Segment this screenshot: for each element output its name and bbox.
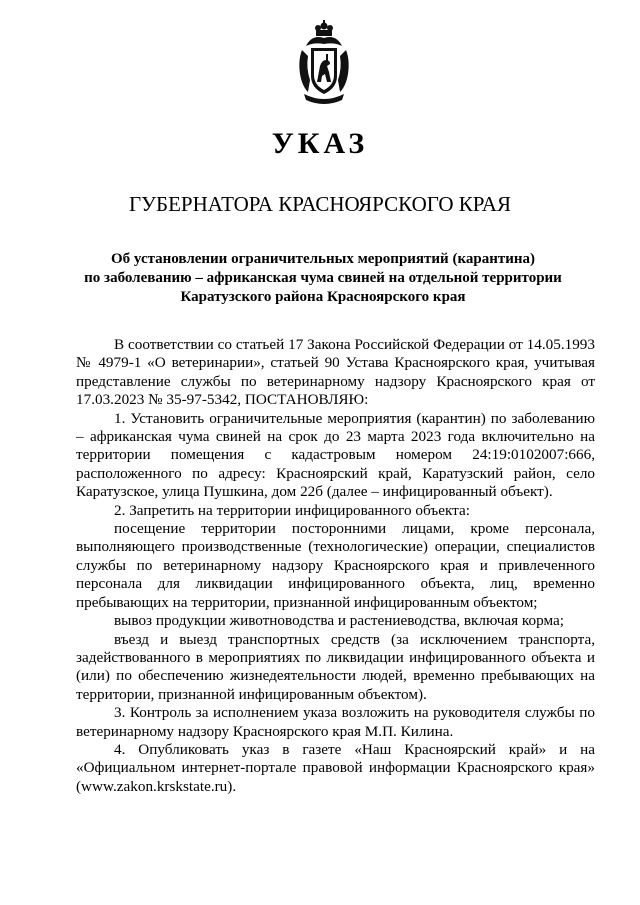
clause-3-paragraph: 3. Контроль за исполнением указа возложить на руководителя службы по ветеринарному надзору Красноярского края М.П. Килина. (76, 704, 595, 740)
clause-2-item-export: вывоз продукции животноводства и растениеводства, включая корма; (114, 612, 564, 630)
clause-1-paragraph: 1. Установить ограничительные мероприятия (карантин) по заболеванию – африканская чума свиней на срок до 23 марта 2023 года включительно на территории помещения с кадастровым номером 24:19:0102007:666, расположенного по адресу: Красноярский край, Каратузский район, село Каратузское, улица Пушкина, дом 22б (далее – инфицированный объект). (76, 409, 595, 501)
document-type-heading: УКАЗ (271, 127, 369, 160)
clause-2-paragraph: 2. Запретить на территории инфицированного объекта: (114, 501, 470, 519)
issuer-heading: ГУБЕРНАТОРА КРАСНОЯРСКОГО КРАЯ (129, 192, 511, 216)
title-line: по заболеванию – африканская чума свиней на отдельной территории (84, 270, 562, 286)
krasnoyarsk-coat-of-arms-icon (296, 20, 352, 106)
clause-2-item-vehicles: въезд и выезд транспортных средств (за исключением транспорта, задействованного в мероприятиях по ликвидации инфицированного объекта и (или) по обеспечению жизнедеятельности людей, временно пребывающих на территории, признанной инфицированным объектом). (76, 630, 595, 703)
preamble-paragraph: В соответствии со статьей 17 Закона Российской Федерации от 14.05.1993 № 4979-1 «О ветеринарии», статьей 90 Устава Красноярского края, учитывая представление службы по ветеринарному надзору Красноярского края от 17.03.2023 № 35-97-5342, ПОСТАНОВЛЯЮ: (76, 336, 595, 409)
title-line: Каратузского района Красноярского края (180, 289, 466, 305)
title-line: Об установлении ограничительных мероприятий (карантина) (110, 251, 535, 267)
clause-2-item-visits: посещение территории посторонними лицами, кроме персонала, выполняющего производственные (технологические) операции, специалистов службы по ветеринарному надзору Красноярского края и привлеченного персонала для ликвидации инфицированного объекта, лиц, временно пребывающих на территории, признанной инфицированным объектом; (76, 520, 595, 611)
clause-4-paragraph: 4. Опубликовать указ в газете «Наш Красноярский край» и на «Официальном интернет-портале правовой информации Красноярского края» (www.zakon.krskstate.ru). (76, 740, 595, 795)
document-title (84, 250, 562, 307)
document-body (76, 336, 595, 796)
